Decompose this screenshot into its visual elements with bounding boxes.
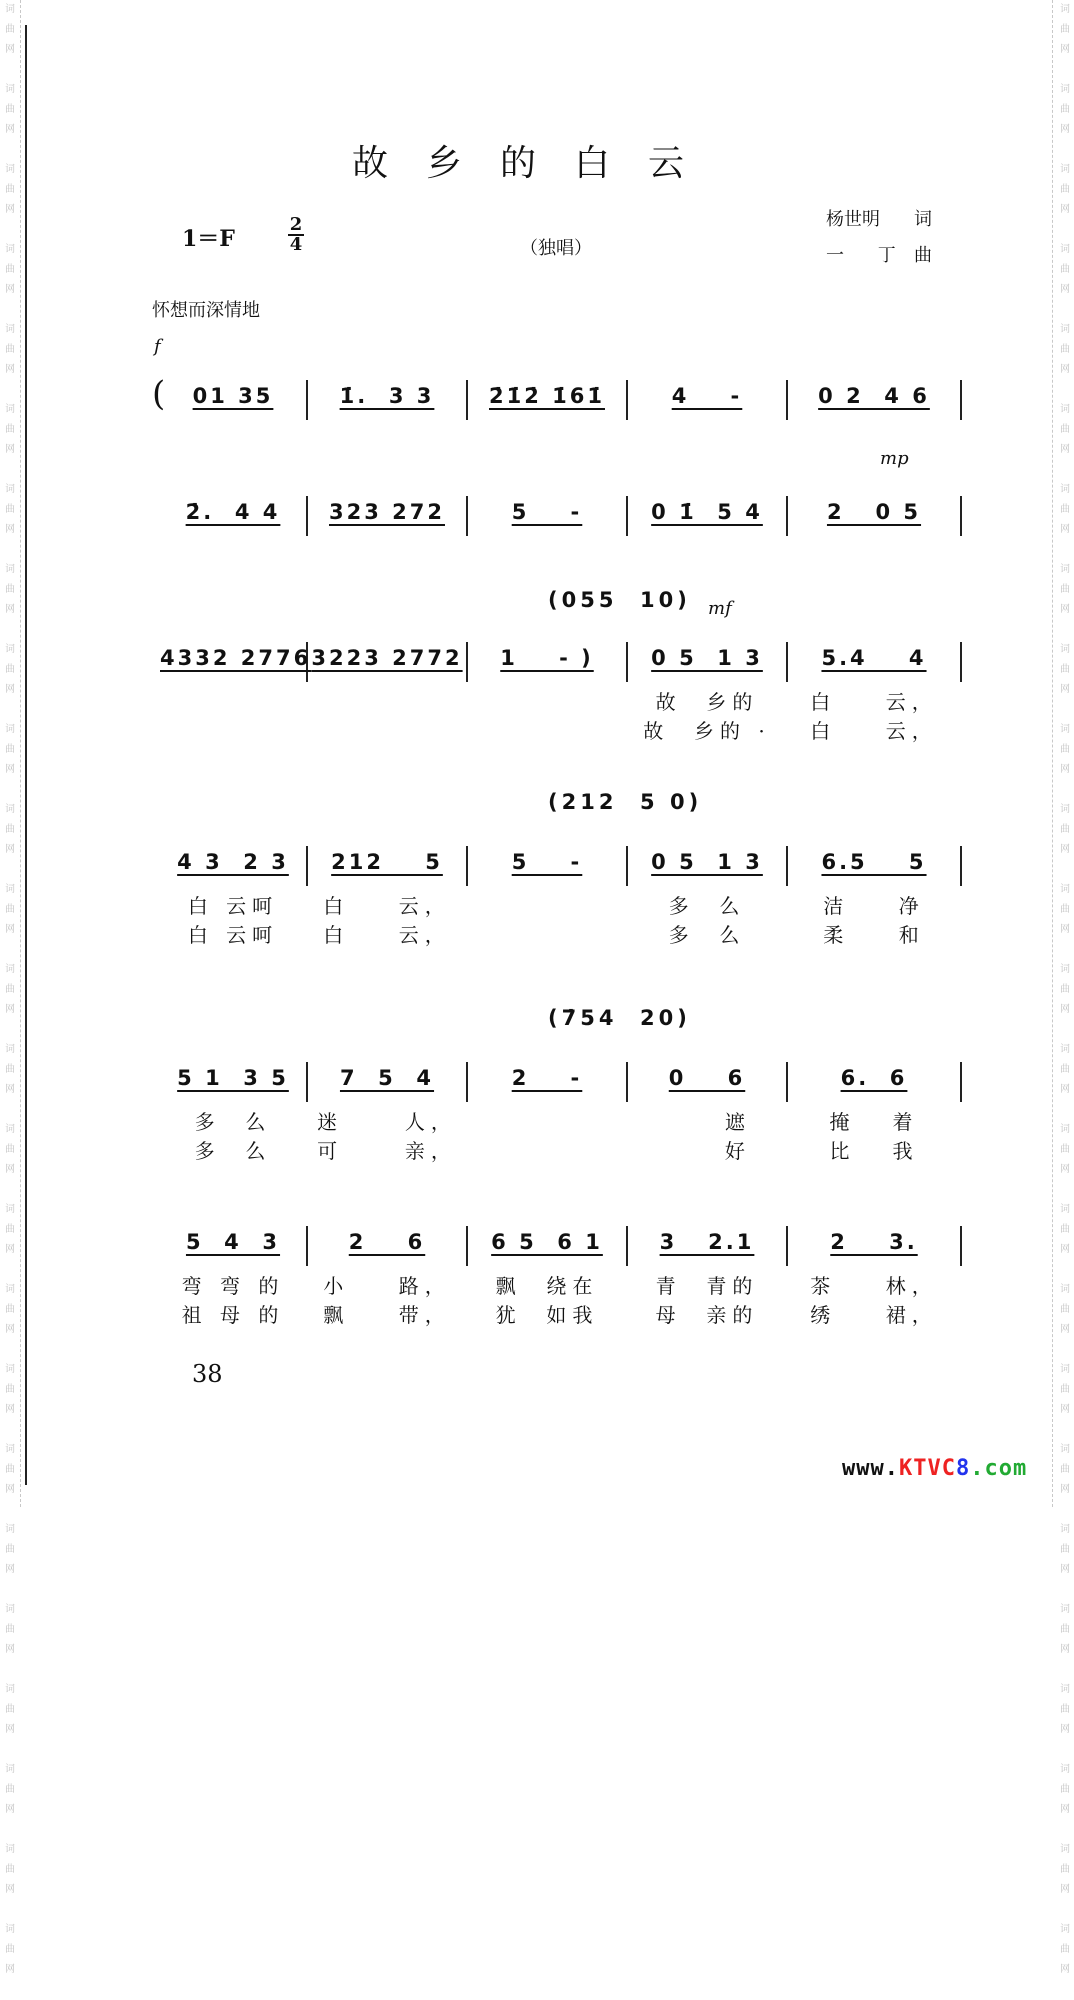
measure-notes: 3223 2772: [311, 646, 463, 670]
measure-notes: 0 5 1 3: [651, 646, 763, 670]
credit-role: 曲: [914, 245, 932, 266]
meter-bottom: 4: [289, 234, 303, 255]
tempo-marking: 怀想而深情地: [152, 300, 260, 321]
measure: [628, 1226, 788, 1327]
measure: [160, 1226, 308, 1327]
score-row: [160, 496, 965, 536]
measure-notes: 2̇. 4 4: [185, 500, 281, 524]
measure: [468, 1062, 628, 1102]
measure-notes: 5 -: [511, 850, 583, 874]
measure: [628, 642, 788, 743]
score-row: [160, 846, 965, 947]
lyric-verse-2: 多 么: [668, 923, 746, 947]
measure: [468, 642, 628, 682]
measure-notes: 4 -: [671, 384, 743, 408]
measure-notes: 5 4 3: [185, 1230, 281, 1254]
lyric-verse-2: 柔 和: [823, 923, 925, 947]
measure: [160, 1062, 308, 1163]
credit-name: 一 丁: [826, 245, 910, 266]
lyric-verse-2: 母 亲的: [655, 1303, 759, 1327]
measure: [788, 496, 962, 536]
lyric-verse-2: 多 么: [194, 1139, 272, 1163]
measure-notes: 5.4 4: [821, 646, 927, 670]
measure: [788, 846, 962, 947]
measure-notes: 2 6: [348, 1230, 426, 1254]
lyric-verse-2: 犹 如我: [495, 1303, 599, 1327]
measure: [308, 380, 468, 420]
song-title: 故乡的白云: [351, 143, 722, 184]
measure-notes: 212 5: [331, 850, 443, 874]
lyric-verse-2: 好: [663, 1139, 751, 1163]
measure: [468, 846, 628, 886]
lyric-verse-1: 茶 林，: [810, 1274, 938, 1298]
lyric-verse-2: 故 乡的 ·: [643, 719, 771, 743]
measure-notes: 323 272: [329, 500, 445, 524]
lyric-verse-1: 洁 净: [823, 894, 925, 918]
interlude-notes: (7̇54 20): [548, 1006, 691, 1030]
measure-notes: 5 1 3 5: [177, 1066, 289, 1090]
open-paren: (: [152, 374, 166, 414]
logo-part: KTVC: [898, 1456, 956, 1481]
measure-notes: 4332 2776: [160, 646, 312, 670]
measure: [468, 380, 628, 420]
measure-notes: 0 1̇ 5 4: [651, 500, 763, 524]
lyric-verse-1: 小 路，: [323, 1274, 451, 1298]
measure: [628, 380, 788, 420]
score-row: [160, 642, 965, 743]
measure: [628, 846, 788, 947]
watermark-left: 词 曲 网 词 曲 网 词 曲 网 词 曲 网 词 曲 网 词 曲 网 词 曲 网 词 曲 网 词 曲 网 词 曲 网 词 曲 网 词 曲 网 词 曲 网 词 曲 网 词 曲 网 词 曲 网 词 曲 网 词 曲 网 词 曲 网 词 曲 网 词 曲 网 词 曲 网 词 曲 网 词 曲 网 词 曲 网: [5, 4, 15, 1975]
credit-name: 杨世明: [826, 209, 880, 230]
lyric-verse-1: 多 么: [668, 894, 746, 918]
lyric-verse-1: 白 云，: [323, 894, 451, 918]
measure: [788, 1226, 962, 1327]
lyric-verse-1: 飘 绕在: [495, 1274, 599, 1298]
measure-notes: 6.5 5: [821, 850, 927, 874]
watermark-right: 词 曲 网 词 曲 网 词 曲 网 词 曲 网 词 曲 网 词 曲 网 词 曲 网 词 曲 网 词 曲 网 词 曲 网 词 曲 网 词 曲 网 词 曲 网 词 曲 网 词 曲 网 词 曲 网 词 曲 网 词 曲 网 词 曲 网 词 曲 网 词 曲 网 词 曲 网 词 曲 网 词 曲 网 词 曲 网: [1060, 4, 1070, 1975]
measure-notes: 2 0 5: [826, 500, 922, 524]
measure: [628, 496, 788, 536]
logo-part: 8: [955, 1456, 971, 1481]
lyric-verse-2: 比 我: [829, 1139, 919, 1163]
lyric-verse-2: 祖 母 的: [181, 1303, 285, 1327]
composer: [826, 238, 932, 274]
time-signature: [288, 216, 304, 254]
measure-notes: 1̇. 3 3: [339, 384, 435, 408]
measure: [308, 1226, 468, 1327]
measure: [468, 1226, 628, 1327]
measure-notes: 0 6: [668, 1066, 746, 1090]
score-row: [160, 1226, 965, 1327]
credits: [826, 202, 932, 274]
measure: [628, 1062, 788, 1163]
lyricist: [826, 202, 932, 238]
lyric-verse-1: 迷 人，: [317, 1110, 457, 1134]
lyric-verse-2: 白 云，: [323, 923, 451, 947]
measure-notes: 4 3 2 3: [177, 850, 289, 874]
measure: [308, 1062, 468, 1163]
dynamic-mark: f: [154, 336, 161, 357]
measure: [160, 846, 308, 947]
watermark-divider: [1052, 0, 1053, 1507]
measure-notes: 3 2.1: [659, 1230, 755, 1254]
lyric-verse-2: 白 云呵: [187, 923, 279, 947]
watermark-divider: [20, 0, 21, 1507]
key-signature: 1＝F: [182, 226, 235, 252]
lyric-verse-1: 白 云呵: [187, 894, 279, 918]
measure-notes: 6 5 6 1: [491, 1230, 603, 1254]
measure-notes: 5 -: [511, 500, 583, 524]
measure: [788, 1062, 962, 1163]
measure-notes: 0 5 1 3: [651, 850, 763, 874]
measure-notes: 2 3.: [830, 1230, 918, 1254]
measure: [788, 380, 962, 420]
measure-notes: 0 2 4 6: [818, 384, 930, 408]
measure: [308, 642, 468, 682]
logo-part: .com: [970, 1456, 1028, 1481]
dynamic-mark: mp: [880, 448, 909, 469]
lyric-verse-2: 白 云，: [810, 719, 938, 743]
lyric-verse-1: 多 么: [194, 1110, 272, 1134]
site-logo: [842, 1456, 1027, 1481]
interlude-notes: (212 5 0): [548, 790, 703, 814]
measure: [468, 496, 628, 536]
measure-notes: 01 35: [192, 384, 274, 408]
lyric-verse-1: 白 云，: [810, 690, 938, 714]
interlude-notes: (055 10): [548, 588, 691, 612]
performance-type: （独唱）: [520, 238, 592, 259]
measure: [160, 496, 308, 536]
measure: [160, 642, 312, 682]
lyric-verse-2: 绣 裙，: [810, 1303, 938, 1327]
measure-notes: 1 - ): [500, 646, 594, 670]
lyric-verse-2: 飘 带，: [323, 1303, 451, 1327]
page-edge-line: [25, 25, 27, 1485]
score-row: [152, 374, 965, 420]
page-number: 38: [192, 1360, 223, 1388]
measure: [308, 496, 468, 536]
measure-notes: 2̇1̇2̇ 1̇61̇: [489, 384, 605, 408]
lyric-verse-1: 青 青的: [655, 1274, 759, 1298]
lyric-verse-1: 弯 弯 的: [181, 1274, 285, 1298]
lyric-verse-2: 可 亲，: [317, 1139, 457, 1163]
measure: [308, 846, 468, 947]
meter-top: 2: [289, 214, 303, 235]
score-row: [160, 1062, 965, 1163]
measure-notes: 7 5 4: [339, 1066, 435, 1090]
credit-role: 词: [914, 209, 932, 230]
dynamic-mark: mf: [708, 598, 732, 619]
measure: [788, 642, 962, 743]
measure-notes: 6. 6: [840, 1066, 908, 1090]
lyric-verse-1: 故 乡的: [655, 690, 759, 714]
measure-notes: 2 -: [511, 1066, 583, 1090]
lyric-verse-1: 掩 着: [829, 1110, 919, 1134]
measure: [160, 380, 308, 420]
lyric-verse-1: 遮: [663, 1110, 751, 1134]
logo-part: www.: [842, 1456, 899, 1481]
